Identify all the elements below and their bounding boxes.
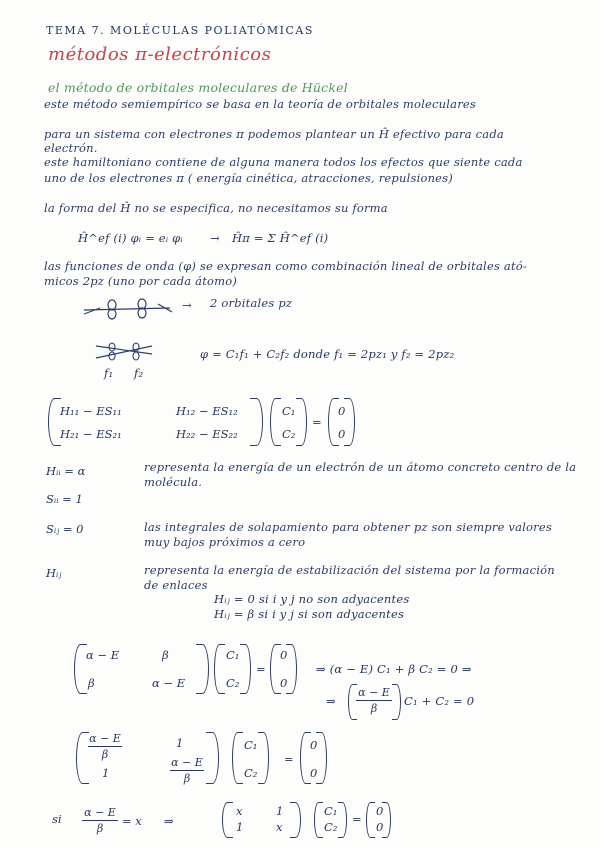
f2-label: f₂	[134, 366, 144, 380]
paragraph-5b: micos 2pz (uno por cada átomo)	[44, 274, 238, 288]
matrix2-equals: =	[256, 662, 266, 676]
hii-text-2: molécula.	[144, 475, 203, 489]
vector3-right-paren	[258, 732, 269, 784]
final-matrix-right-paren	[290, 802, 301, 838]
final-zero-right-paren	[382, 802, 391, 838]
matrix2-result-1: ⇒ (α − E) C₁ + β C₂ = 0 ⇒	[316, 662, 472, 676]
paragraph-2b: electrón.	[44, 141, 98, 155]
implication-arrow: →	[210, 231, 220, 245]
sij-symbol: Sᵢⱼ = 0	[46, 522, 84, 536]
hij-case-nonadjacent: Hᵢⱼ = 0 si i y j no son adyacentes	[214, 592, 410, 606]
vector3-left-paren	[232, 732, 243, 784]
res-fraction-den: β	[370, 702, 378, 715]
matrix1-a21: H₂₁ − ES₂₁	[60, 427, 122, 441]
zero1-bottom: 0	[338, 427, 346, 441]
final-fraction-num: α − E	[84, 806, 116, 819]
matrix2-a22: α − E	[152, 676, 186, 690]
tema-heading: TEMA 7. MOLÉCULAS POLIATÓMICAS	[46, 24, 314, 37]
final-arrow: ⇒	[164, 814, 174, 828]
sii-symbol: Sᵢᵢ = 1	[46, 492, 83, 506]
res-fraction	[356, 686, 392, 715]
vector1-c2: C₂	[282, 427, 296, 441]
final-a22: x	[276, 820, 283, 834]
vector1-c1: C₁	[282, 404, 296, 418]
vector1-left-paren	[270, 398, 281, 446]
section-subtitle: el método de orbitales moleculares de Hückel	[48, 80, 348, 95]
vector3-c1: C₁	[244, 738, 258, 752]
matrix2-a11: α − E	[86, 648, 120, 662]
final-c2: C₂	[324, 820, 338, 834]
hij-case-adjacent: Hᵢⱼ = β si i y j si son adyacentes	[214, 607, 405, 621]
matrix2-right-paren	[196, 644, 209, 694]
orbitals-arrow: →	[182, 298, 192, 312]
hii-symbol: Hᵢᵢ = α	[46, 464, 86, 478]
vector2-c2: C₂	[226, 676, 240, 690]
paragraph-3a: este hamiltoniano contiene de alguna manera todos los efectos que siente cada	[44, 155, 523, 169]
final-a11: x	[236, 804, 243, 818]
final-eq-x: = x	[122, 814, 142, 828]
hii-text-1: representa la energía de un electrón de un átomo concreto centro de la	[144, 460, 577, 474]
zero2-right-paren	[286, 644, 297, 694]
matrix3-a21: 1	[102, 766, 110, 780]
paragraph-2a: para un sistema con electrones π podemos plantear un Ĥ efectivo para cada	[44, 127, 504, 141]
hamiltonian-equation: Ĥ^ef (i) φᵢ = eᵢ φᵢ	[78, 231, 183, 245]
final-fraction	[82, 806, 118, 835]
vector3-c2: C₂	[244, 766, 258, 780]
final-c1: C₁	[324, 804, 338, 818]
orbitals-count: 2 orbitales pz	[210, 296, 293, 310]
vector2-c1: C₁	[226, 648, 240, 662]
lcao-equation: φ = C₁f₁ + C₂f₂ donde f₁ = 2pz₁ y f₂ = 2pz₂	[200, 347, 455, 361]
zero3-right-paren	[316, 732, 327, 784]
vector2-right-paren	[240, 644, 251, 694]
matrix1-equals: =	[312, 415, 322, 429]
hij-text-1: representa la energía de estabilización del sistema por la formación	[144, 563, 555, 577]
res-fraction-num: α − E	[358, 686, 390, 699]
sij-text-1: las integrales de solapamiento para obtener pz son siempre valores	[144, 520, 552, 534]
final-equals: =	[352, 812, 362, 826]
vector1-right-paren	[296, 398, 307, 446]
zero3-top: 0	[310, 738, 318, 752]
final-zero-top: 0	[376, 804, 384, 818]
final-a21: 1	[236, 820, 244, 834]
res-right-paren	[392, 684, 401, 720]
matrix3-right-paren	[206, 732, 219, 784]
matrix2-a12: β	[162, 648, 169, 662]
final-fraction-den: β	[96, 822, 104, 835]
matrix3-a12: 1	[176, 736, 184, 750]
matrix1-a11: H₁₁ − ES₁₁	[60, 404, 122, 418]
paragraph-1: este método semiempírico se basa en la teoría de orbitales moleculares	[44, 97, 477, 111]
matrix2-a21: β	[88, 676, 95, 690]
matrix3-equals: =	[284, 752, 294, 766]
matrix3-a11-num: α − E	[89, 732, 121, 745]
section-title: métodos π-electrónicos	[48, 44, 272, 65]
matrix3-a22-den: β	[183, 772, 191, 785]
paragraph-4: la forma del Ĥ no se especifica, no necesitamos su forma	[44, 201, 388, 215]
double-bond-sketch	[94, 340, 158, 364]
f1-label: f₁	[104, 366, 114, 380]
matrix3-a11	[88, 732, 122, 761]
matrix3-a22-num: α − E	[171, 756, 203, 769]
paragraph-3b: uno de los electrones π ( energía cinética, atracciones, repulsiones)	[44, 171, 453, 185]
final-vector-right-paren	[338, 802, 347, 838]
hij-symbol: Hᵢⱼ	[46, 566, 62, 580]
zero3-bottom: 0	[310, 766, 318, 780]
matrix2-result-2: C₁ + C₂ = 0	[404, 694, 475, 708]
final-si: si	[52, 812, 62, 826]
hij-text-2: de enlaces	[144, 578, 208, 592]
matrix1-a22: H₂₂ − ES₂₂	[176, 427, 238, 441]
matrix1-right-paren	[250, 398, 263, 446]
hamiltonian-sum: Ĥπ = Σ Ĥ^ef (i)	[232, 231, 329, 245]
final-matrix-left-paren	[222, 802, 233, 838]
zero2-bottom: 0	[280, 676, 288, 690]
vector2-left-paren	[214, 644, 225, 694]
paragraph-5a: las funciones de onda (φ) se expresan como combinación lineal de orbitales ató-	[44, 259, 527, 273]
final-vector-left-paren	[314, 802, 323, 838]
sij-text-2: muy bajos próximos a cero	[144, 535, 306, 549]
zero1-top: 0	[338, 404, 346, 418]
matrix3-a11-den: β	[101, 748, 109, 761]
matrix2-result-arrow: ⇒	[326, 694, 336, 708]
final-a12: 1	[276, 804, 284, 818]
matrix1-a12: H₁₂ − ES₁₂	[176, 404, 238, 418]
ethylene-sketch	[80, 296, 180, 320]
final-zero-left-paren	[366, 802, 375, 838]
zero1-right-paren	[344, 398, 355, 446]
matrix3-a22	[170, 756, 204, 785]
final-zero-bottom: 0	[376, 820, 384, 834]
zero2-top: 0	[280, 648, 288, 662]
